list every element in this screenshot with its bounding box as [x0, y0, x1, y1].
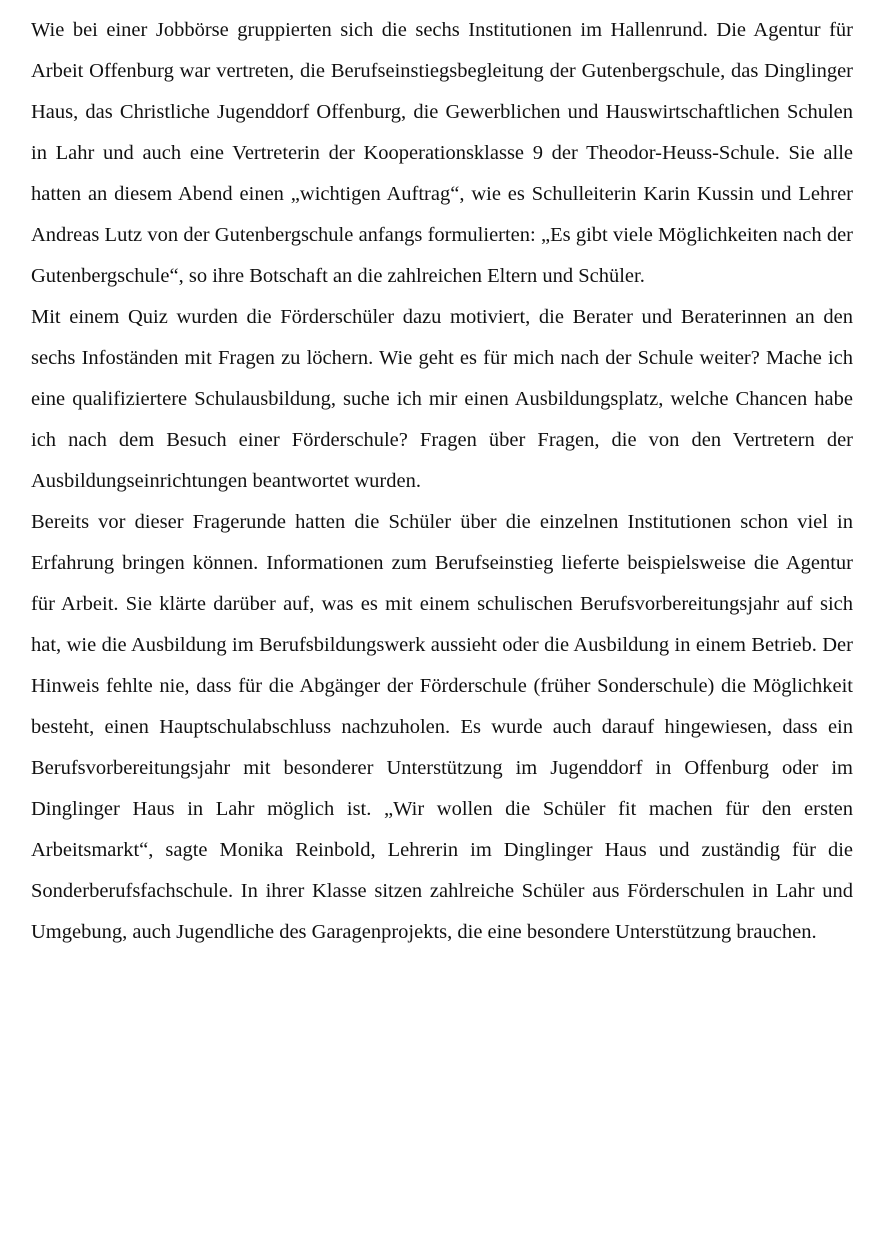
paragraph-1: Wie bei einer Jobbörse gruppierten sich die sechs Institutionen im Hallenrund. Die Agentur für Arbeit Offenburg war vertreten, die Berufseinstiegsbegleitung der Gutenbergschule, das Dinglinger Haus, das Christliche Jugenddorf Offenburg, die Gewerblichen und Hauswirtschaftlichen Schulen in Lahr und auch eine Vertreterin der Kooperationsklasse 9 der Theodor-Heuss-Schule. Sie alle hatten an diesem Abend einen „wichtigen Auftrag“, wie es Schulleiterin Karin Kussin und Lehrer Andreas Lutz von der Gutenbergschule anfangs formulierten: „Es gibt viele Möglichkeiten nach der Gutenbergschule“, so ihre Botschaft an die zahlreichen Eltern und Schüler.	[31, 19, 853, 287]
article-body	[31, 10, 853, 953]
paragraph-2: Mit einem Quiz wurden die Förderschüler dazu motiviert, die Berater und Beraterinnen an den sechs Infoständen mit Fragen zu löchern. Wie geht es für mich nach der Schule weiter? Mache ich eine qualifiziertere Schulausbildung, suche ich mir einen Ausbildungsplatz, welche Chancen habe ich nach dem Besuch einer Förderschule? Fragen über Fragen, die von den Vertretern der Ausbildungseinrichtungen beantwortet wurden.	[31, 306, 853, 492]
paragraph-3: Bereits vor dieser Fragerunde hatten die Schüler über die einzelnen Institutionen schon viel in Erfahrung bringen können. Informationen zum Berufseinstieg lieferte beispielsweise die Agentur für Arbeit. Sie klärte darüber auf, was es mit einem schulischen Berufsvorbereitungsjahr auf sich hat, wie die Ausbildung im Berufsbildungswerk aussieht oder die Ausbildung in einem Betrieb. Der Hinweis fehlte nie, dass für die Abgänger der Förderschule (früher Sonderschule) die Möglichkeit besteht, einen Hauptschulabschluss nachzuholen. Es wurde auch darauf hingewiesen, dass ein Berufsvorbereitungsjahr mit besonderer Unterstützung im Jugenddorf in Offenburg oder im Dinglinger Haus in Lahr möglich ist. „Wir wollen die Schüler fit machen für den ersten Arbeitsmarkt“, sagte Monika Reinbold, Lehrerin im Dinglinger Haus und zuständig für die Sonderberufsfachschule. In ihrer Klasse sitzen zahlreiche Schüler aus Förderschulen in Lahr und Umgebung, auch Jugendliche des Garagenprojekts, die eine besondere Unterstützung brauchen.	[31, 511, 853, 943]
